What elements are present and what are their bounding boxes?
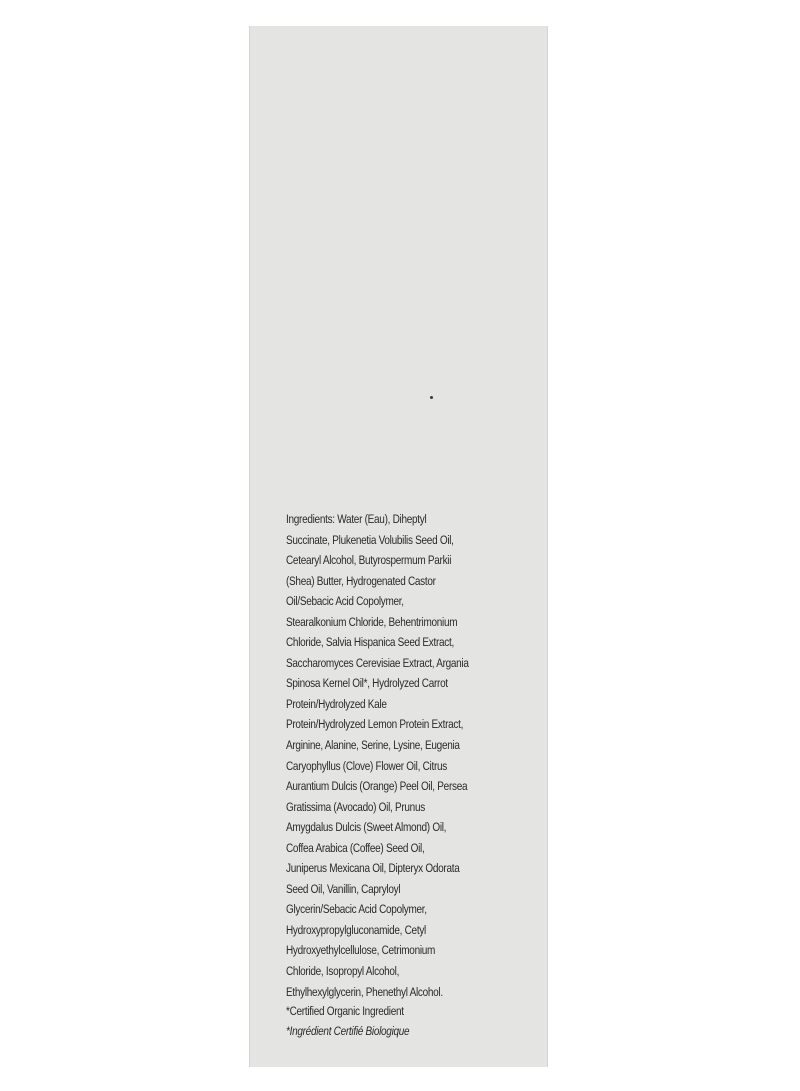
ingredients-line: Ethylhexylglycerin, Phenethyl Alcohol. <box>286 984 443 999</box>
print-speck <box>430 396 433 399</box>
ingredients-list <box>286 509 493 1002</box>
ingredients-line: Coffea Arabica (Coffee) Seed Oil, <box>286 840 425 855</box>
ingredients-line: Seed Oil, Vanillin, Capryloyl <box>286 881 401 896</box>
ingredients-line: Arginine, Alanine, Serine, Lysine, Eugenia <box>286 738 460 753</box>
ingredients-line: Stearalkonium Chloride, Behentrimonium <box>286 614 458 629</box>
ingredients-line: Glycerin/Sebacic Acid Copolymer, <box>286 902 427 917</box>
ingredients-line: Saccharomyces Cerevisiae Extract, Argania <box>286 655 469 670</box>
ingredients-line: Spinosa Kernel Oil*, Hydrolyzed Carrot <box>286 676 448 691</box>
ingredients-line: Hydroxyethylcellulose, Cetrimonium <box>286 943 436 958</box>
ingredients-line: Hydroxypropylgluconamide, Cetyl <box>286 922 426 937</box>
organic-note-french: *Ingrédient Certifié Biologique <box>286 1024 410 1038</box>
packaging-panel <box>249 26 548 1067</box>
organic-note-english: *Certified Organic Ingredient <box>286 1004 404 1018</box>
ingredients-line: Oil/Sebacic Acid Copolymer, <box>286 594 404 609</box>
ingredients-line: Chloride, Isopropyl Alcohol, <box>286 964 400 979</box>
ingredients-line: Juniperus Mexicana Oil, Dipteryx Odorata <box>286 861 460 876</box>
organic-footnote <box>286 1001 409 1041</box>
ingredients-line: Ingredients: Water (Eau), Diheptyl <box>286 512 427 526</box>
ingredients-line: Protein/Hydrolyzed Lemon Protein Extract, <box>286 717 464 732</box>
ingredients-line: Protein/Hydrolyzed Kale <box>286 696 387 711</box>
ingredients-line: Gratissima (Avocado) Oil, Prunus <box>286 799 425 814</box>
ingredients-line: (Shea) Butter, Hydrogenated Castor <box>286 573 436 588</box>
ingredients-line: Aurantium Dulcis (Orange) Peel Oil, Persea <box>286 779 468 794</box>
ingredients-line: Caryophyllus (Clove) Flower Oil, Citrus <box>286 758 447 773</box>
ingredients-line: Amygdalus Dulcis (Sweet Almond) Oil, <box>286 820 447 835</box>
ingredients-line: Chloride, Salvia Hispanica Seed Extract, <box>286 635 454 650</box>
ingredients-line: Cetearyl Alcohol, Butyrospermum Parkii <box>286 553 452 568</box>
ingredients-line: Succinate, Plukenetia Volubilis Seed Oil, <box>286 532 454 547</box>
